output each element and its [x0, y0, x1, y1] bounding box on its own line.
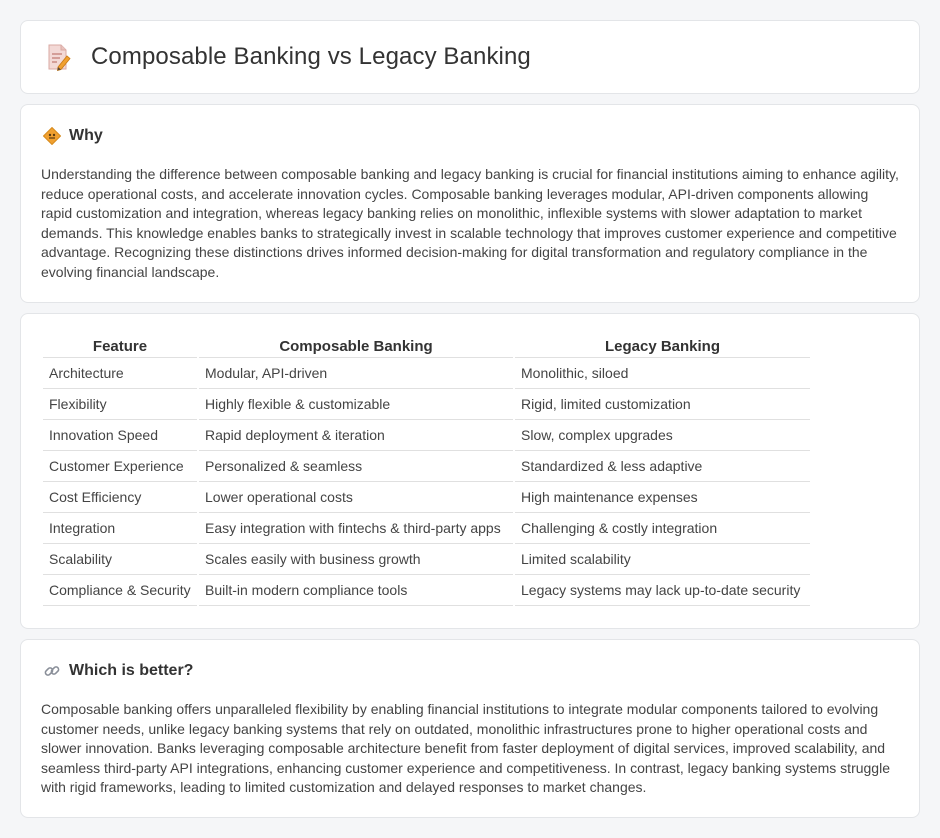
- feature-cell: Scalability: [43, 544, 197, 575]
- diamond-sign-icon: [43, 127, 61, 145]
- feature-cell: Compliance & Security: [43, 575, 197, 606]
- feature-cell: Architecture: [43, 358, 197, 389]
- link-icon: [43, 662, 61, 680]
- composable-cell: Modular, API-driven: [199, 358, 513, 389]
- why-heading-row: [43, 127, 103, 145]
- legacy-cell: Monolithic, siloed: [515, 358, 810, 389]
- table-row: [43, 575, 810, 606]
- comparison-table: [41, 337, 812, 606]
- feature-cell: Innovation Speed: [43, 420, 197, 451]
- table-row: [43, 513, 810, 544]
- legacy-cell: Standardized & less adaptive: [515, 451, 810, 482]
- table-row: [43, 420, 810, 451]
- header-legacy: Legacy Banking: [515, 337, 810, 358]
- legacy-cell: Limited scalability: [515, 544, 810, 575]
- legacy-cell: Legacy systems may lack up-to-date security: [515, 575, 810, 606]
- why-heading: Why: [69, 127, 103, 144]
- legacy-cell: Challenging & costly integration: [515, 513, 810, 544]
- title-card: [20, 20, 920, 94]
- better-card: [20, 639, 920, 818]
- document-pencil-icon: [45, 43, 71, 71]
- table-row: [43, 389, 810, 420]
- header-feature: Feature: [43, 337, 197, 358]
- composable-cell: Highly flexible & customizable: [199, 389, 513, 420]
- comparison-card: [20, 313, 920, 629]
- composable-cell: Rapid deployment & iteration: [199, 420, 513, 451]
- feature-cell: Integration: [43, 513, 197, 544]
- feature-cell: Cost Efficiency: [43, 482, 197, 513]
- legacy-cell: High maintenance expenses: [515, 482, 810, 513]
- header-composable: Composable Banking: [199, 337, 513, 358]
- legacy-cell: Rigid, limited customization: [515, 389, 810, 420]
- feature-cell: Flexibility: [43, 389, 197, 420]
- table-header-row: [43, 337, 810, 358]
- better-text: Composable banking offers unparalleled flexibility by enabling financial institutions to integrate modular components tailored to evolving customer needs, unlike legacy banking systems that rely on outdated, monolithic infrastructures prone to higher operational costs and slower innovation. Banks leveraging composable architecture benefit from faster deployment of digital services, improved scalability, and seamless third-party API integrations, enhancing customer experience and competitiveness. In contrast, legacy banking systems struggle with rigid frameworks, leading to limited customization and delayed responses to market changes.: [41, 701, 890, 795]
- composable-cell: Personalized & seamless: [199, 451, 513, 482]
- composable-cell: Easy integration with fintechs & third-party apps: [199, 513, 513, 544]
- title-row: [45, 43, 531, 71]
- composable-cell: Built-in modern compliance tools: [199, 575, 513, 606]
- why-text: Understanding the difference between composable banking and legacy banking is crucial for financial institutions aiming to enhance agility, reduce operational costs, and accelerate innovation cycles. Composable banking leverages modular, API-driven components allowing rapid customization and integration, whereas legacy banking relies on monolithic, inflexible systems with slower adaptation to market demands. This knowledge enables banks to strategically invest in scalable technology that improves customer experience and competitive advantage. Recognizing these distinctions drives informed decision-making for digital transformation and regulatory compliance in the evolving financial landscape.: [41, 166, 899, 280]
- legacy-cell: Slow, complex upgrades: [515, 420, 810, 451]
- table-row: [43, 482, 810, 513]
- composable-cell: Lower operational costs: [199, 482, 513, 513]
- composable-cell: Scales easily with business growth: [199, 544, 513, 575]
- table-row: [43, 451, 810, 482]
- table-row: [43, 544, 810, 575]
- table-row: [43, 358, 810, 389]
- page-title: Composable Banking vs Legacy Banking: [91, 43, 531, 70]
- better-heading-row: [43, 662, 193, 680]
- why-card: [20, 104, 920, 303]
- feature-cell: Customer Experience: [43, 451, 197, 482]
- better-heading: Which is better?: [69, 662, 194, 679]
